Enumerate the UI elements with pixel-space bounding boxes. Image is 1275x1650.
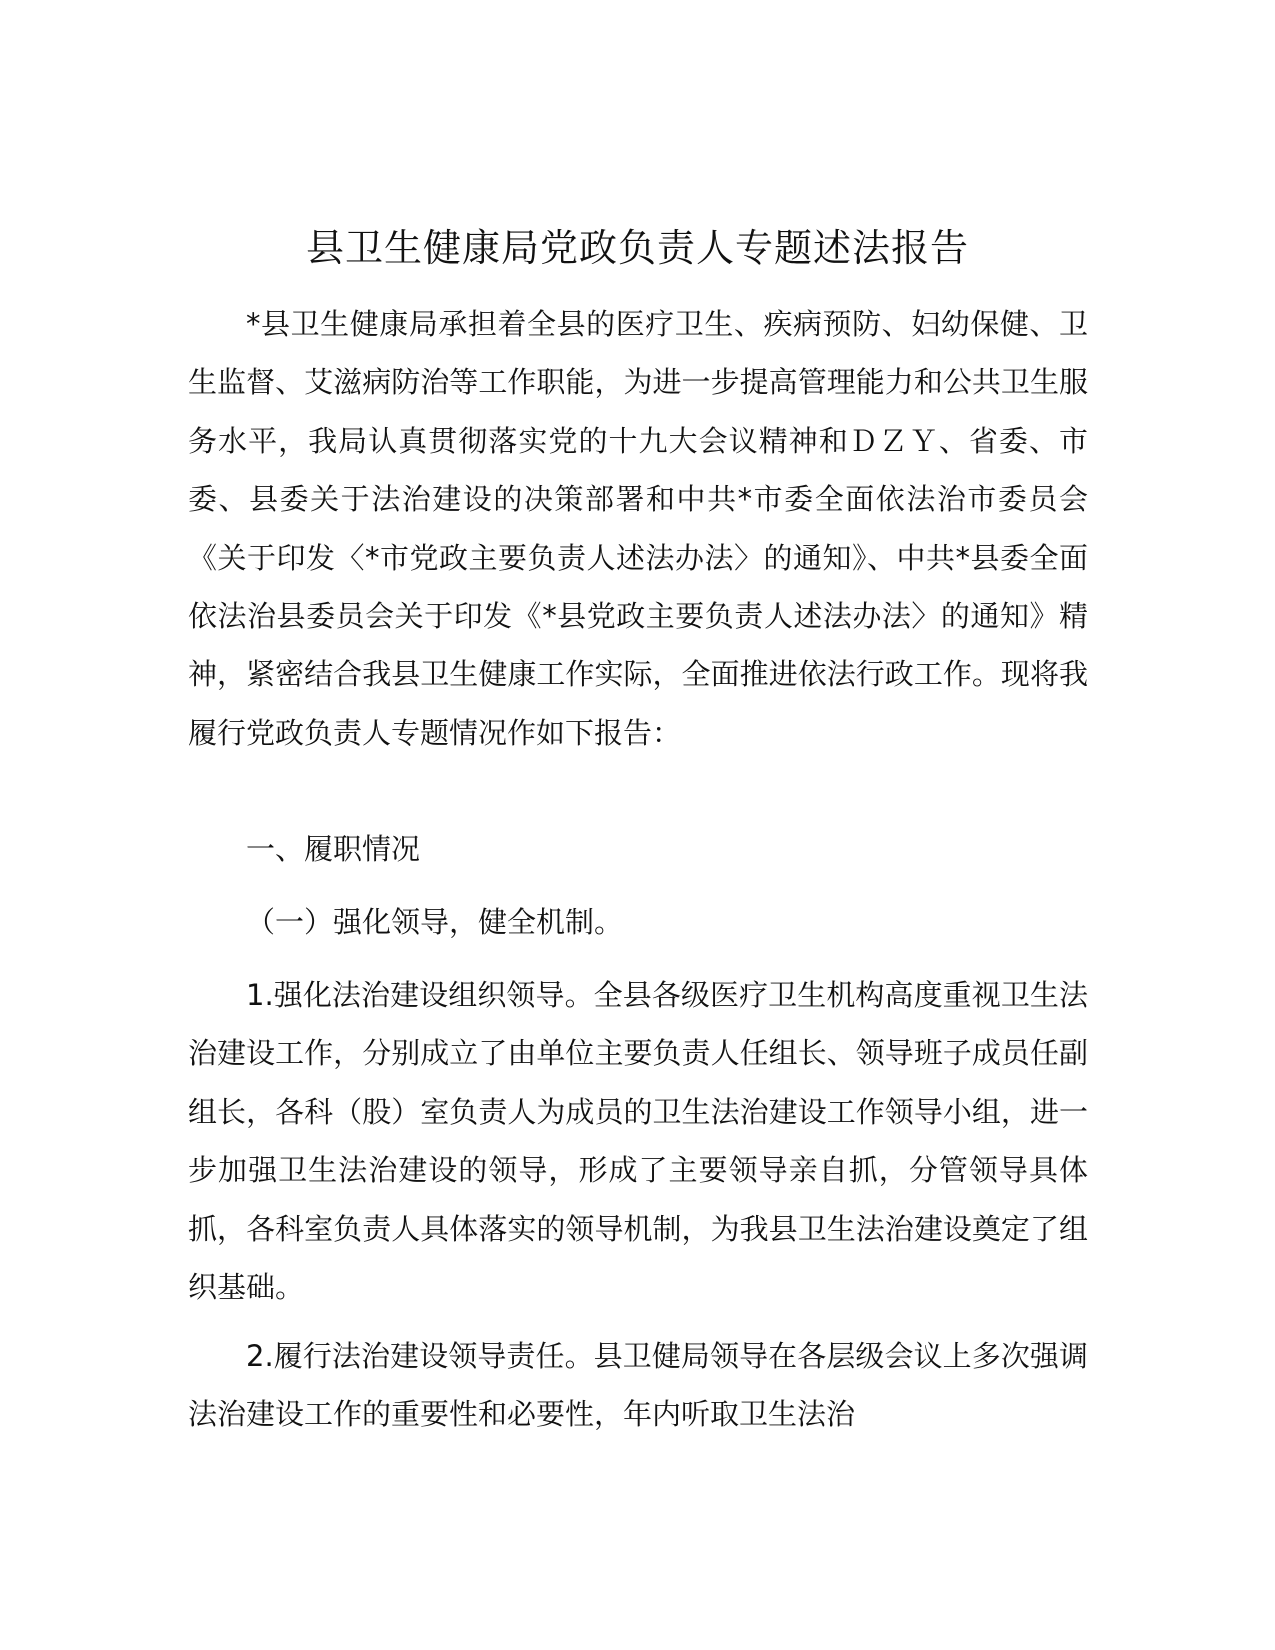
section-heading: 一、履职情况 bbox=[246, 832, 421, 866]
document-title: 县卫生健康局党政负责人专题述法报告 bbox=[305, 226, 969, 270]
body-paragraph-1: 1.强化法治建设组织领导。全县各级医疗卫生机构高度重视卫生法治建设工作，分别成立了由单位主要负责人任组长、领导班子成员任副组长，各科（股）室负责人为成员的卫生法治建设工作领导小组，进一步加强卫生法治建设的领导，形成了主要领导亲自抓，分管领导具体抓，各科室负责人具体落实的领导机制，为我县卫生法治建设奠定了组织基础。 bbox=[188, 978, 1088, 1305]
subsection-heading: （一）强化领导，健全机制。 bbox=[246, 905, 624, 939]
intro-paragraph: *县卫生健康局承担着全县的医疗卫生、疾病预防、妇幼保健、卫生监督、艾滋病防治等工作职能，为进一步提高管理能力和公共卫生服务水平，我局认真贯彻落实党的十九大会议精神和ＤＺＹ、省委、市委、县委关于法治建设的决策部署和中共*市委全面依法治市委员会《关于印发〈*市党政主要负责人述法办法〉的通知》、中共*县委全面依法治县委员会关于印发《*县党政主要负责人述法办法〉的通知》精神，紧密结合我县卫生健康工作实际，全面推进依法行政工作。现将我履行党政负责人专题情况作如下报告： bbox=[188, 307, 1088, 750]
body-paragraph-2: 2.履行法治建设领导责任。县卫健局领导在各层级会议上多次强调法治建设工作的重要性和必要性，年内听取卫生法治 bbox=[188, 1339, 1088, 1432]
